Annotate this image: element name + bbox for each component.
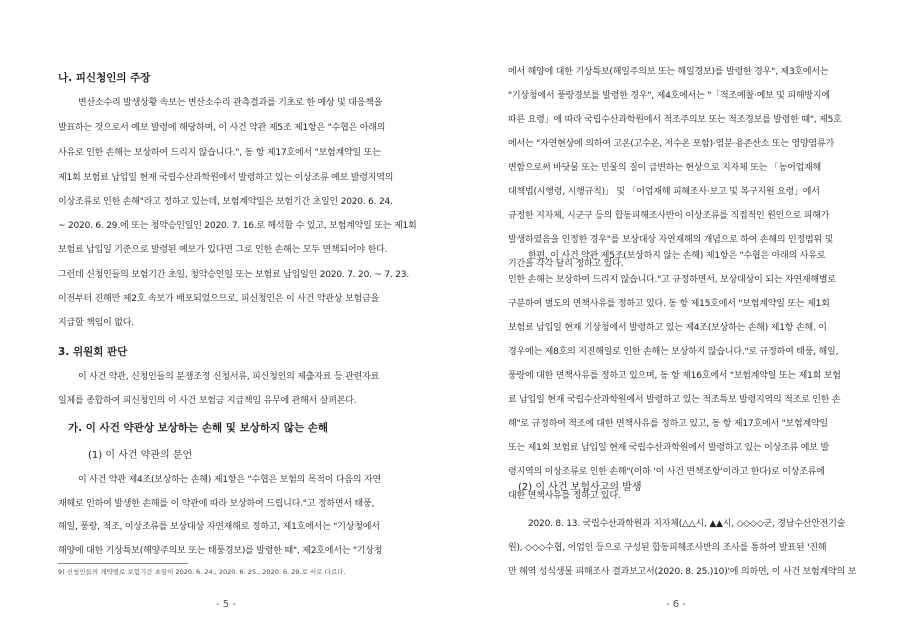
footnote-9: 9) 신청인들의 계약별로 보험기간 초일이 2020. 6. 24., 2020. 6. 25., 2020. 6. 29.로 서로 다르다.	[58, 568, 346, 576]
text-line: 2020. 8. 13. 국립수산과학원과 지자체(△△시, ▲▲시, ◇◇◇◇군, 경남수산안전기술	[528, 519, 846, 529]
text-line: 발생하였음을 인정한 경우"를 보상대상 자연재해의 개념으로 하여 손해의 인정범위 및	[508, 235, 834, 245]
text-line: 원), ◇◇◇수협, 어업인 등으로 구성된 합동피해조사반의 조사를 통하여 발표된 '진해	[508, 543, 827, 553]
page-number: - 5 -	[216, 599, 236, 610]
page-number: - 6 -	[666, 599, 686, 610]
text-line: 해양에 대한 기상특보(해양주의보 또는 태풍경보)를 발령한 때", 제2호에서는 "기상청	[58, 546, 383, 556]
text-line: 에서는 "자연현상에 의하여 고온(고수온, 저수온 포함)·염분·용존산소 또는 영양염류가	[508, 139, 834, 149]
text-line: 대책법(시행령, 시행규칙)」 및 「어업재해 피해조사·보고 및 복구지원 요령」에서	[508, 187, 820, 197]
text-line: 기간을 각각 달리 정하고 있다.	[508, 259, 624, 269]
text-line: 또는 제1회 보험료 납입일 현재 국립수산과학원에서 발령하고 있는 이상조류 예보 발	[508, 443, 829, 453]
text-line: 보험료 납입일 현재 기상청에서 발령하고 있는 제4조(보상하는 손해) 제1항 손해. 이	[508, 323, 827, 333]
text-line: 재해로 인하여 발생한 손해를 이 약관에 따라 보상하여 드립니다."고 정하면서 태풍,	[58, 499, 375, 509]
text-line: 료 납입일 현재 국립수산과학원에서 발령하고 있는 적조특보 발령지역의 적조로 인한 손	[508, 395, 841, 405]
text-line: 한편, 이 사건 약관 제5조(보상하지 않는 손해) 제1항은 "수협은 아래의 사유로	[528, 251, 826, 261]
text-line: 경우에는 제8호의 지진해일로 인한 손해는 보상하지 않습니다."로 규정하여 태풍, 해일,	[508, 347, 839, 357]
text-line: 발표하는 것으로서 예보 발령에 해당하며, 이 사건 약관 제5조 제1항은 "수협은 아래의	[58, 123, 386, 133]
text-line: 이상조류로 인한 손해"라고 정하고 있는데, 보험계약일은 보험기간 초일인 2020. 6. 24.	[58, 197, 393, 207]
text-line: 대한 면책사유를 정하고 있다.	[508, 491, 621, 501]
text-line: 규정한 지자체, 시군구 등의 합동피해조사반이 이상조류를 직접적인 원인으로 피해가	[508, 211, 830, 221]
text-line: 사유로 인한 손해는 보상하여 드리지 않습니다.", 동 항 제17호에서 "보험계약일 또는	[58, 148, 381, 158]
text-line: 인한 손해는 보상하여 드리지 않습니다."고 규정하면서, 보상대상이 되는 자연재해별로	[508, 275, 836, 285]
text-line: 보험료 납입일 기준으로 발령된 예보가 있다면 그로 인한 손해는 모두 면책되어야 한다.	[58, 245, 388, 255]
text-line: 에서 해양에 대한 기상특보(해일주의보 또는 해일경보)를 발령한 경우", 제3호에서는	[508, 67, 829, 77]
document-page-6	[450, 0, 900, 637]
text-line: 제1회 보험료 납입일 현재 국립수산과학원에서 발령하고 있는 이상조류 예보 발령지역의	[58, 173, 394, 183]
text-line: 지급할 책임이 없다.	[58, 318, 134, 328]
text-line: 이 사건 약관 제4조(보상하는 손해) 제1항은 "수협은 보험의 목적이 다음의 자연	[78, 475, 382, 485]
text-line: "기상청에서 풍랑경보를 발령한 경우", 제4호에서는 "「적조예찰·예보 및 피해방지에	[508, 91, 830, 101]
section-heading-ga: 가. 이 사건 약관상 보상하는 손해 및 보상하지 않는 손해	[68, 422, 329, 434]
text-line: 만 해역 성식생물 피해조사 결과보고서(2020. 8. 25.)10)'에 의하면, 이 사건 보험계약의 보	[508, 567, 857, 577]
text-line: 일체를 종합하여 피신청인의 이 사건 보험금 지급책임 유무에 관해서 살펴본다.	[58, 396, 357, 406]
text-line: 이전부터 진해만 제2호 속보가 배포되었으므로, 피신청인은 이 사건 약관상 보험금을	[58, 294, 379, 304]
text-line: 구분하여 별도의 면책사유를 정하고 있다. 동 항 제15호에서 "보험계약일 또는 제1회	[508, 299, 830, 309]
footnote-rule	[58, 563, 188, 564]
section-heading-3: 3. 위원회 판단	[58, 346, 128, 358]
text-line: 령지역의 이상조류로 인한 손해"(이하 '이 사건 면책조항'이라고 한다)로 이상조류에	[508, 467, 825, 477]
text-line: 해"로 규정하여 적조에 대한 면책사유를 정하고 있고, 동 항 제17호에서 "보험계약일	[508, 419, 829, 429]
text-line: 해일, 풍랑, 적조, 이상조류를 보상대상 자연재해로 정하고, 제1호에서는 "기상청에서	[58, 522, 380, 532]
text-line: 그런데 신청인들의 보험기간 초일, 청약승인일 또는 보험료 납입일인 2020. 7. 20. ~ 7. 23.	[58, 270, 409, 280]
subheading-1: (1) 이 사건 약관의 문언	[88, 450, 193, 461]
text-line: ~ 2020. 6. 29.에 또는 청약승인일인 2020. 7. 16.로 해석할 수 있고, 보험계약일 또는 제1회	[58, 221, 417, 231]
section-heading-na: 나. 피신청인의 주장	[58, 72, 151, 84]
text-line: 이 사건 약관, 신청인들의 분쟁조정 신청서류, 피신청인의 제출자료 등 관련자료	[78, 372, 380, 382]
text-line: 변함으로써 바닷물 또는 민물의 질이 급변하는 현상으로 지자체 또는 「농어업재해	[508, 163, 822, 173]
text-line: 따른 요령」에 따라 국립수산과학원에서 적조주의보 또는 적조경보를 발령한 때", 제5호	[508, 115, 842, 125]
text-line: 풍랑에 대한 면책사유를 정하고 있으며, 동 항 제16호에서 "보험계약일 또는 제1회 보험	[508, 371, 841, 381]
subheading-2: (2) 이 사건 보험사고의 발생	[518, 482, 642, 493]
text-line: 변산소수리 발생상황 속보는 변산소수리 관측결과를 기초로 한 예상 및 대응책을	[78, 98, 383, 108]
